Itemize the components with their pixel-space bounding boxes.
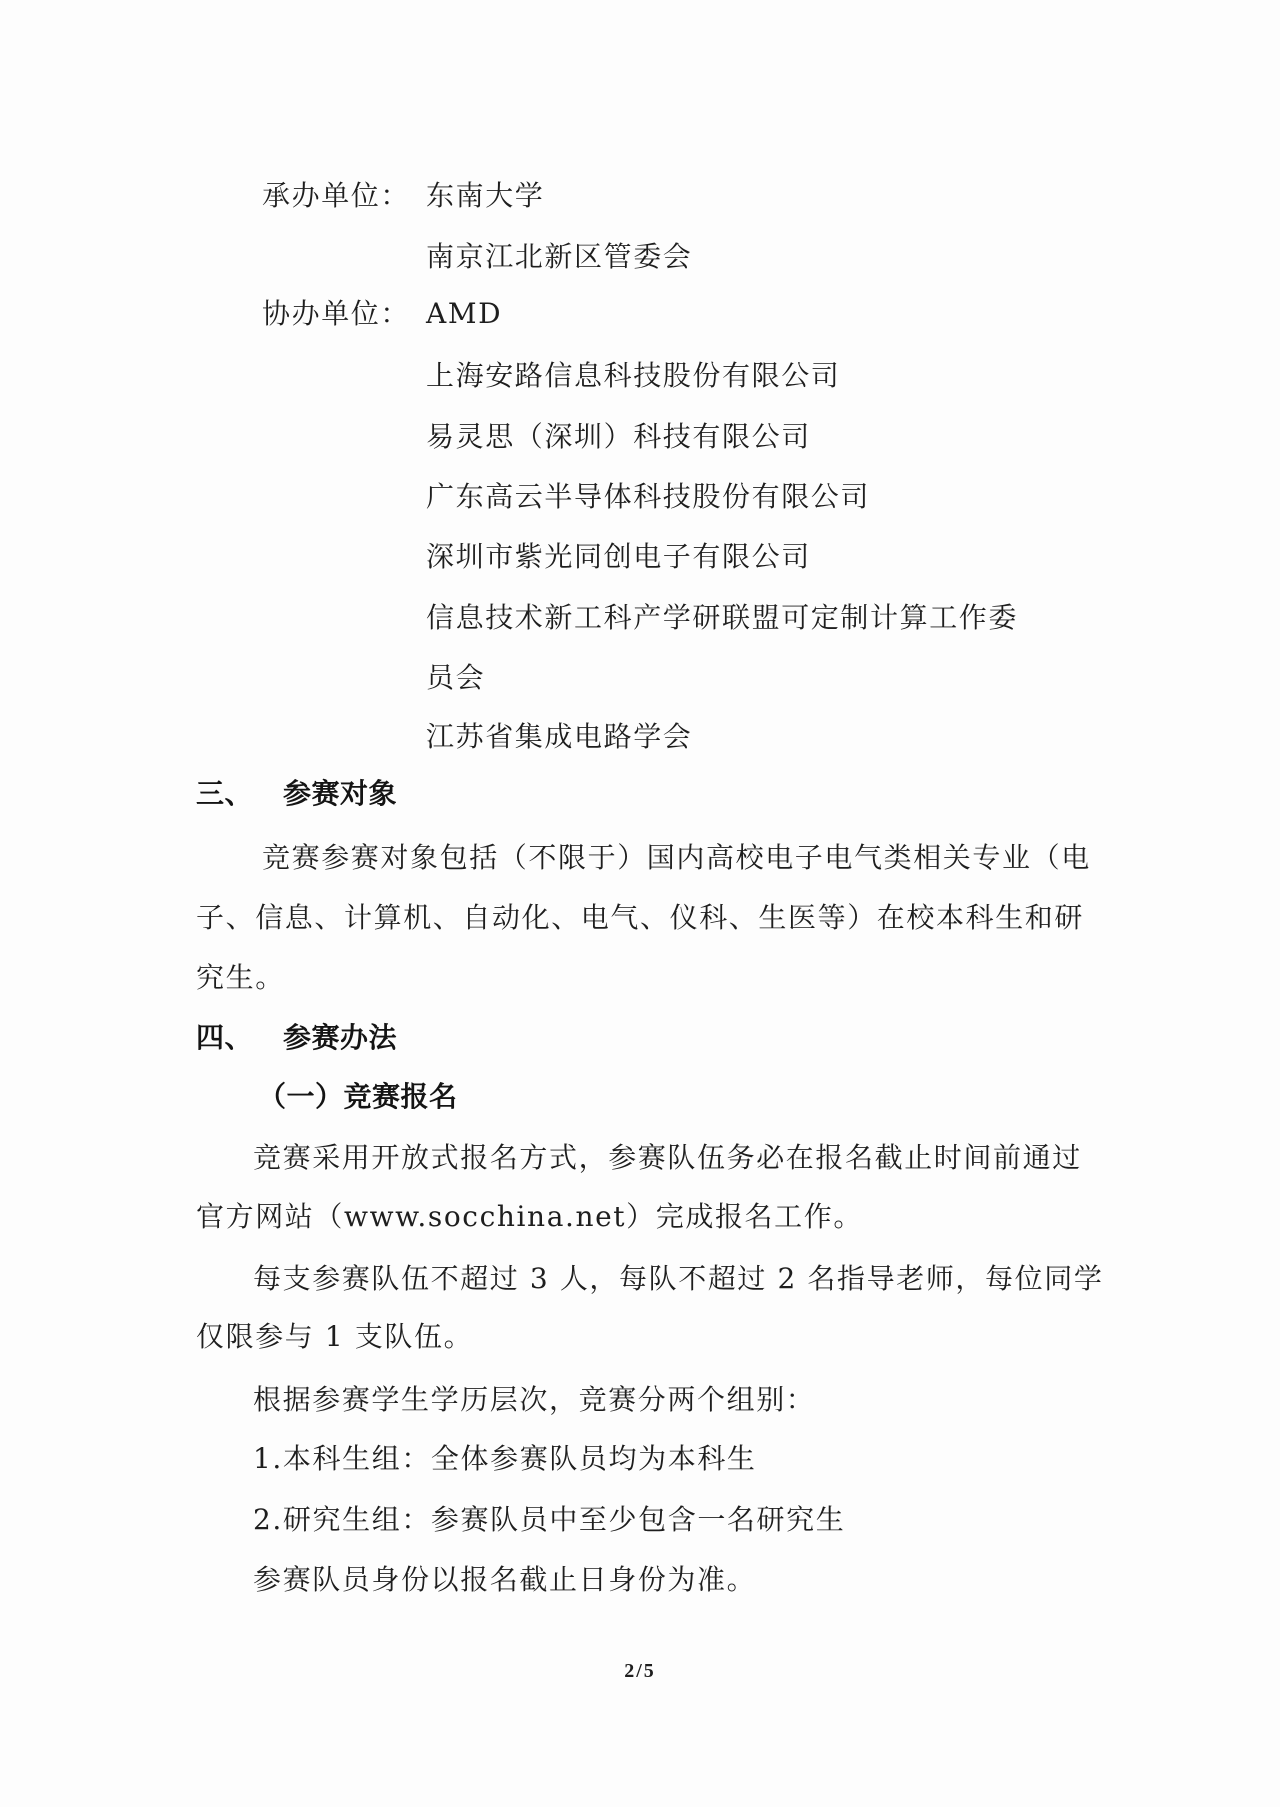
section3-title: 参赛对象 <box>283 777 398 810</box>
section4-title: 参赛办法 <box>283 1021 398 1054</box>
paragraph-line: 官方网站（www.socchina.net）完成报名工作。 <box>196 1200 863 1233</box>
section4-number: 四、 <box>196 1021 254 1054</box>
paragraph-line: 参赛队员身份以报名截止日身份为准。 <box>253 1563 757 1596</box>
host-item: 南京江北新区管委会 <box>426 240 693 273</box>
paragraph-line: 竞赛采用开放式报名方式，参赛队伍务必在报名截止时间前通过 <box>253 1141 1082 1174</box>
co-organizer-label: 协办单位： <box>262 297 411 330</box>
paragraph-line: 根据参赛学生学历层次，竞赛分两个组别： <box>253 1383 816 1416</box>
co-organizer-item: AMD <box>426 297 503 330</box>
paragraph-line: 究生。 <box>196 961 285 994</box>
co-organizer-item: 员会 <box>426 661 486 694</box>
co-organizer-item: 上海安路信息科技股份有限公司 <box>426 359 841 392</box>
paragraph-line: 竞赛参赛对象包括（不限于）国内高校电子电气类相关专业（电 <box>262 841 1091 874</box>
paragraph-line: 仅限参与 1 支队伍。 <box>196 1320 474 1353</box>
list-item: 2.研究生组：参赛队员中至少包含一名研究生 <box>253 1503 846 1536</box>
co-organizer-item: 易灵思（深圳）科技有限公司 <box>426 420 811 453</box>
co-organizer-item: 深圳市紫光同创电子有限公司 <box>426 540 811 573</box>
co-organizer-item: 江苏省集成电路学会 <box>426 720 693 753</box>
paragraph-line: 每支参赛队伍不超过 3 人，每队不超过 2 名指导老师，每位同学 <box>253 1262 1104 1295</box>
host-label: 承办单位： <box>262 179 411 212</box>
subsection-title: （一）竞赛报名 <box>258 1080 458 1113</box>
co-organizer-item: 信息技术新工科产学研联盟可定制计算工作委 <box>426 601 1019 634</box>
host-item: 东南大学 <box>426 179 545 212</box>
section3-number: 三、 <box>196 777 254 810</box>
paragraph-line: 子、信息、计算机、自动化、电气、仪科、生医等）在校本科生和研 <box>196 901 1085 934</box>
page-number: 2/5 <box>624 1660 656 1682</box>
list-item: 1.本科生组：全体参赛队员均为本科生 <box>253 1442 757 1475</box>
co-organizer-item: 广东高云半导体科技股份有限公司 <box>426 480 871 513</box>
